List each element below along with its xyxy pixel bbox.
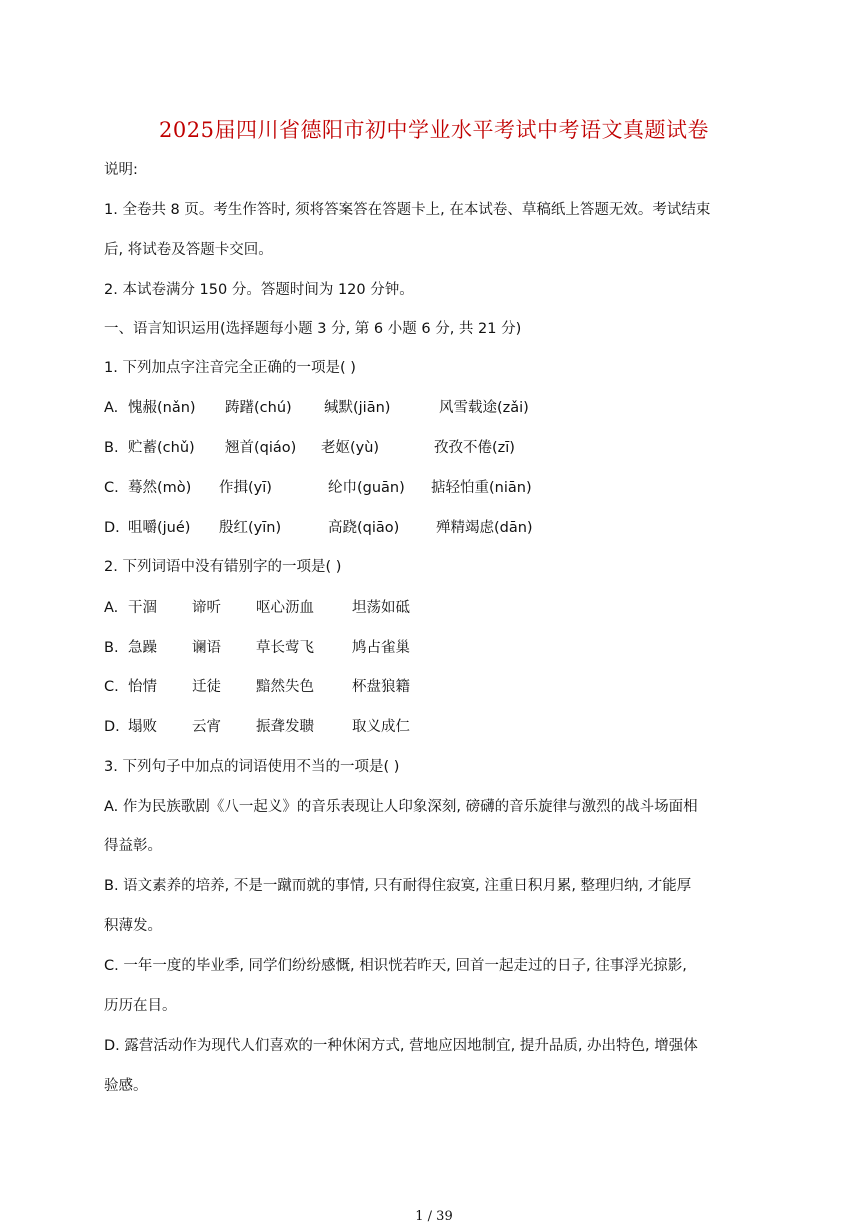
option-item: 殚精竭虑(dān) (436, 520, 533, 536)
option-item: 杯盘狼籍 (352, 679, 410, 695)
question-3-option-c-line-2: 历历在目。 (104, 998, 177, 1014)
option-item: 谰语 (192, 640, 221, 656)
option-item: 纶巾(guān) (328, 480, 405, 496)
question-3-option-a-line-2: 得益彰。 (104, 838, 162, 854)
option-item: 缄默(jiān) (324, 400, 391, 416)
instructions-heading: 说明: (104, 162, 138, 178)
question-3-option-d-line-1: D. 露营活动作为现代人们喜欢的一种休闲方式, 营地应因地制宜, 提升品质, 办出特色, 增强体 (104, 1038, 698, 1054)
question-3-stem: 3. 下列句子中加点的词语使用不当的一项是( ) (104, 759, 400, 775)
question-1-stem: 1. 下列加点字注音完全正确的一项是( ) (104, 360, 356, 376)
option-item: 殷红(yīn) (219, 520, 282, 536)
option-item: 塌败 (128, 719, 157, 735)
question-3-option-d-line-2: 验感。 (104, 1078, 148, 1094)
option-item: 草长莺飞 (256, 640, 314, 656)
question-3-option-a-line-1: A. 作为民族歌剧《八一起义》的音乐表现让人印象深刻, 磅礴的音乐旋律与激烈的战斗场面相 (104, 799, 698, 815)
section-1-heading: 一、语言知识运用(选择题每小题 3 分, 第 6 小题 6 分, 共 21 分) (104, 321, 522, 337)
option-item: 作揖(yī) (219, 480, 272, 496)
option-item: 干涸 (128, 600, 157, 616)
option-item: 高跷(qiāo) (328, 520, 400, 536)
option-item: 迁徒 (192, 679, 221, 695)
instruction-2: 2. 本试卷满分 150 分。答题时间为 120 分钟。 (104, 282, 414, 298)
option-item: 呕心沥血 (256, 600, 314, 616)
option-label: A. (104, 400, 119, 416)
option-label: C. (104, 480, 119, 496)
option-item: 咀嚼(jué) (128, 520, 191, 536)
option-item: 蓦然(mò) (128, 480, 192, 496)
option-item: 怡情 (128, 679, 157, 695)
option-item: 取义成仁 (352, 719, 410, 735)
option-item: 坦荡如砥 (352, 600, 410, 616)
option-item: 踌躇(chú) (225, 400, 292, 416)
option-label: B. (104, 640, 119, 656)
option-label: D. (104, 719, 120, 735)
document-title: 2025届四川省德阳市初中学业水平考试中考语文真题试卷 (159, 118, 709, 142)
option-label: A. (104, 600, 119, 616)
option-item: 振聋发聩 (256, 719, 314, 735)
page-number: 1 / 39 (415, 1209, 453, 1224)
question-3-option-b-line-2: 积薄发。 (104, 918, 162, 934)
option-item: 翘首(qiáo) (225, 440, 297, 456)
question-2-stem: 2. 下列词语中没有错别字的一项是( ) (104, 559, 342, 575)
option-item: 黯然失色 (256, 679, 314, 695)
option-item: 谛听 (192, 600, 221, 616)
question-3-option-c-line-1: C. 一年一度的毕业季, 同学们纷纷感慨, 相识恍若昨天, 回首一起走过的日子, 往事浮光掠影, (104, 958, 687, 974)
option-item: 云宵 (192, 719, 221, 735)
option-item: 风雪载途(zǎi) (439, 400, 529, 416)
option-item: 贮蓄(chǔ) (128, 440, 195, 456)
option-label: C. (104, 679, 119, 695)
question-3-option-b-line-1: B. 语文素养的培养, 不是一蹴而就的事情, 只有耐得住寂寞, 注重日积月累, 整理归纳, 才能厚 (104, 878, 692, 894)
instruction-1-line-1: 1. 全卷共 8 页。考生作答时, 须将答案答在答题卡上, 在本试卷、草稿纸上答题无效。考试结束 (104, 202, 711, 218)
option-label: D. (104, 520, 120, 536)
option-label: B. (104, 440, 119, 456)
instruction-1-line-2: 后, 将试卷及答题卡交回。 (104, 242, 273, 258)
option-item: 愧赧(nǎn) (128, 400, 196, 416)
option-item: 急躁 (128, 640, 157, 656)
option-item: 掂轻怕重(niān) (431, 480, 532, 496)
option-item: 老妪(yù) (321, 440, 380, 456)
option-item: 鸠占雀巢 (352, 640, 410, 656)
option-item: 孜孜不倦(zī) (434, 440, 515, 456)
